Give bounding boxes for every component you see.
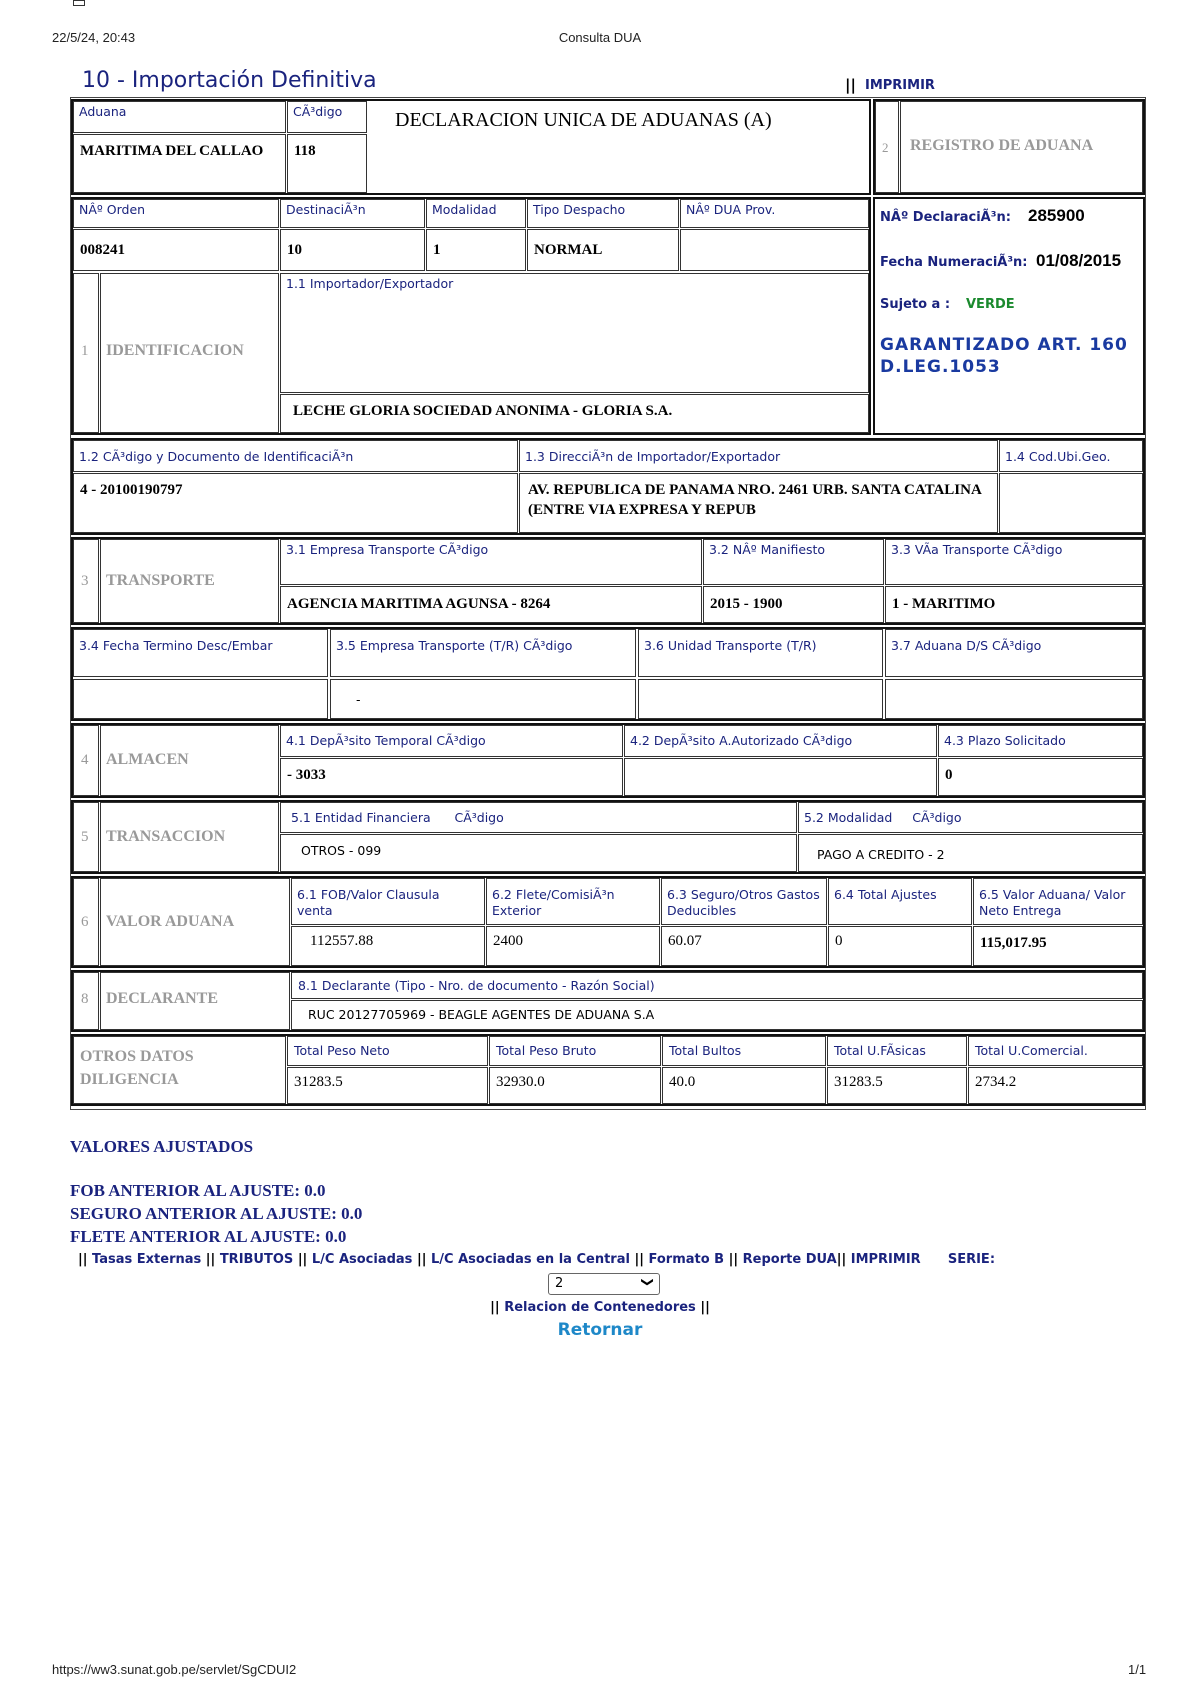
- ident-num: 1: [81, 343, 89, 359]
- empresa-transporte-value: AGENCIA MARITIMA AGUNSA - 8264: [280, 586, 702, 623]
- orden-value-4: [680, 229, 869, 271]
- valor-value-0: 112557.88: [291, 926, 485, 966]
- print-page-title: Consulta DUA: [558, 30, 642, 45]
- link-sep: ||: [490, 1300, 500, 1315]
- plazo-label: 4.3 Plazo Solicitado: [938, 725, 1143, 757]
- contenedores-link[interactable]: Relacion de Contenedores: [504, 1300, 696, 1315]
- otros-label-2: Total Bultos: [662, 1036, 826, 1066]
- canal-badge: VERDE: [966, 297, 1015, 312]
- transaccion-title: TRANSACCION: [106, 828, 226, 845]
- ident-title: IDENTIFICACION: [106, 342, 244, 359]
- serie-select-value: 2: [555, 1276, 564, 1291]
- tributos-link[interactable]: TRIBUTOS: [219, 1252, 294, 1267]
- retornar-link[interactable]: Retornar: [557, 1320, 643, 1340]
- deposito-temporal-label: 4.1 DepÃ³sito Temporal CÃ³digo: [280, 725, 623, 757]
- entidad-financiera-value: OTROS - 099: [280, 834, 797, 872]
- aduana-ds-value: [885, 679, 1143, 719]
- transporte-num: 3: [81, 573, 89, 589]
- chevron-down-icon: ❯: [640, 1276, 655, 1288]
- orden-label-0: NÂº Orden: [73, 199, 279, 228]
- print-link-top[interactable]: IMPRIMIR: [865, 78, 935, 93]
- otros-label-1: Total Peso Bruto: [489, 1036, 661, 1066]
- valor-title: VALOR ADUANA: [106, 913, 235, 930]
- via-transporte-label: 3.3 VÃa Transporte CÃ³digo: [885, 539, 1143, 585]
- declaracion-section: [873, 197, 1145, 435]
- formato-b-link[interactable]: Formato B: [648, 1252, 725, 1267]
- title-separator: ||: [845, 76, 856, 94]
- codigo-label: CÃ³digo: [287, 101, 367, 133]
- fob-ajuste: FOB ANTERIOR AL AJUSTE: 0.0: [70, 1181, 326, 1200]
- doc-title: DECLARACION UNICA DE ADUANAS (A): [395, 109, 772, 131]
- declaracion-num-value: 285900: [1028, 206, 1085, 225]
- entidad-financiera-label: 5.1 Entidad Financiera CÃ³digo: [280, 802, 797, 833]
- fecha-termino-label: 3.4 Fecha Termino Desc/Embar: [73, 629, 328, 677]
- otros-label-0: Total Peso Neto: [287, 1036, 488, 1066]
- modalidad-pago-value: PAGO A CREDITO - 2: [798, 834, 1143, 872]
- orden-value-2: 1: [426, 229, 526, 271]
- registro-num: 2: [882, 140, 889, 155]
- tasas-externas-link[interactable]: Tasas Externas: [92, 1252, 202, 1267]
- link-sep: ||: [78, 1252, 88, 1267]
- declarante-title: DECLARANTE: [106, 990, 219, 1007]
- orden-label-2: Modalidad: [426, 199, 526, 228]
- print-url: https://ww3.sunat.gob.pe/servlet/SgCDUI2: [52, 1662, 297, 1677]
- via-transporte-value: 1 - MARITIMO: [885, 586, 1143, 623]
- aduana-ds-label: 3.7 Aduana D/S CÃ³digo: [885, 629, 1143, 677]
- orden-label-1: DestinaciÃ³n: [280, 199, 425, 228]
- otros-value-4: 2734.2: [968, 1067, 1143, 1104]
- valor-label-4: 6.5 Valor Aduana/ Valor Neto Entrega: [973, 878, 1143, 925]
- ubigeo-value: [999, 473, 1143, 533]
- direccion-value: AV. REPUBLICA DE PANAMA NRO. 2461 URB. SANTA CATALINA (ENTRE VIA EXPRESA Y REPUB: [519, 473, 998, 533]
- orden-label-4: NÂº DUA Prov.: [680, 199, 869, 228]
- otros-value-0: 31283.5: [287, 1067, 488, 1104]
- deposito-temporal-value: - 3033: [280, 758, 623, 796]
- aduana-label: Aduana: [73, 101, 286, 133]
- lc-asociadas-link[interactable]: L/C Asociadas: [311, 1252, 413, 1267]
- importador-value: LECHE GLORIA SOCIEDAD ANONIMA - GLORIA S.A.: [280, 394, 869, 433]
- unidad-transporte-value: [638, 679, 883, 719]
- link-sep: ||: [205, 1252, 216, 1267]
- link-sep: ||: [297, 1252, 308, 1267]
- declarante-num: 8: [81, 991, 89, 1007]
- valor-label-1: 6.2 Flete/ComisiÃ³n Exterior: [486, 878, 660, 925]
- valor-value-3: 0: [828, 926, 972, 966]
- page-title: 10 - Importación Definitiva: [82, 68, 377, 93]
- empresa-tr-value: -: [330, 679, 636, 719]
- direccion-label: 1.3 DirecciÃ³n de Importador/Exportador: [519, 440, 998, 472]
- fecha-numeracion-value: 01/08/2015: [1036, 251, 1122, 270]
- print-page-number: 1/1: [1128, 1662, 1147, 1677]
- otros-value-3: 31283.5: [827, 1067, 967, 1104]
- doc-ident-value: 4 - 20100190797: [73, 473, 518, 533]
- fecha-termino-value: [73, 679, 328, 719]
- garantia-text: GARANTIZADO ART. 160 D.LEG.1053: [880, 335, 1128, 377]
- valor-value-4: 115,017.95: [973, 926, 1143, 966]
- links-bar: [78, 1252, 995, 1267]
- flete-ajuste: FLETE ANTERIOR AL AJUSTE: 0.0: [70, 1227, 347, 1246]
- manifiesto-label: 3.2 NÂº Manifiesto: [703, 539, 884, 585]
- valor-value-1: 2400: [486, 926, 660, 966]
- link-sep: ||: [634, 1252, 644, 1267]
- fecha-numeracion-label: Fecha NumeraciÃ³n:: [880, 255, 1028, 270]
- sujeto-label: Sujeto a :: [880, 297, 951, 312]
- declaracion-num-label: NÂº DeclaraciÃ³n:: [880, 210, 1011, 225]
- valor-label-3: 6.4 Total Ajustes: [828, 878, 972, 925]
- orden-value-3: NORMAL: [527, 229, 679, 271]
- link-sep: ||: [728, 1252, 739, 1267]
- link-sep: ||: [700, 1300, 710, 1315]
- orden-value-1: 10: [280, 229, 425, 271]
- otros-value-1: 32930.0: [489, 1067, 661, 1104]
- ubigeo-label: 1.4 Cod.Ubi.Geo.: [999, 440, 1143, 472]
- empresa-transporte-label: 3.1 Empresa Transporte CÃ³digo: [280, 539, 702, 585]
- orden-value-0: 008241: [73, 229, 279, 271]
- almacen-num: 4: [81, 752, 89, 768]
- aduana-value: MARITIMA DEL CALLAO: [73, 134, 286, 193]
- deposito-autorizado-value: [624, 758, 937, 796]
- reporte-dua-link[interactable]: Reporte DUA: [742, 1252, 837, 1267]
- serie-label: SERIE:: [947, 1252, 996, 1267]
- seguro-ajuste: SEGURO ANTERIOR AL AJUSTE: 0.0: [70, 1204, 363, 1223]
- transporte-title: TRANSPORTE: [106, 572, 215, 589]
- declarante-label: 8.1 Declarante (Tipo - Nro. de documento - Razón Social): [291, 972, 1143, 999]
- otros-label-3: Total U.FÃsicas: [827, 1036, 967, 1066]
- otros-label-4: Total U.Comercial.: [968, 1036, 1143, 1066]
- valor-label-0: 6.1 FOB/Valor Clausula venta: [291, 878, 485, 925]
- lc-central-link[interactable]: L/C Asociadas en la Central: [431, 1252, 630, 1267]
- plazo-value: 0: [938, 758, 1143, 796]
- registro-label: REGISTRO DE ADUANA: [910, 137, 1094, 154]
- manifiesto-value: 2015 - 1900: [703, 586, 884, 623]
- empresa-tr-label: 3.5 Empresa Transporte (T/R) CÃ³digo: [330, 629, 636, 677]
- serie-select[interactable]: [548, 1273, 660, 1295]
- link-sep: ||: [416, 1252, 427, 1267]
- link-sep: ||: [836, 1252, 847, 1267]
- valores-ajustados-title: VALORES AJUSTADOS: [70, 1137, 254, 1156]
- valor-value-2: 60.07: [661, 926, 827, 966]
- codigo-value: 118: [287, 134, 367, 193]
- otros-title: OTROS DATOS DILIGENCIA: [80, 1048, 194, 1088]
- spacer-unused: [73, 0, 85, 6]
- valor-num: 6: [81, 914, 89, 930]
- modalidad-pago-label: 5.2 Modalidad CÃ³digo: [798, 802, 1143, 833]
- doc-ident-label: 1.2 CÃ³digo y Documento de IdentificaciÃ³n: [73, 440, 518, 472]
- otros-value-2: 40.0: [662, 1067, 826, 1104]
- print-datetime: 22/5/24, 20:43: [52, 30, 136, 45]
- imprimir-link[interactable]: IMPRIMIR: [850, 1252, 921, 1267]
- almacen-title: ALMACEN: [106, 751, 189, 768]
- unidad-transporte-label: 3.6 Unidad Transporte (T/R): [638, 629, 883, 677]
- deposito-autorizado-label: 4.2 DepÃ³sito A.Autorizado CÃ³digo: [624, 725, 937, 757]
- valor-label-2: 6.3 Seguro/Otros Gastos Deducibles: [661, 878, 827, 925]
- declarante-value: RUC 20127705969 - BEAGLE AGENTES DE ADUANA S.A: [291, 1000, 1143, 1030]
- contenedores-row: [0, 1300, 1200, 1315]
- orden-label-3: Tipo Despacho: [527, 199, 679, 228]
- importador-label: 1.1 Importador/Exportador: [280, 273, 869, 393]
- transaccion-num: 5: [81, 829, 89, 845]
